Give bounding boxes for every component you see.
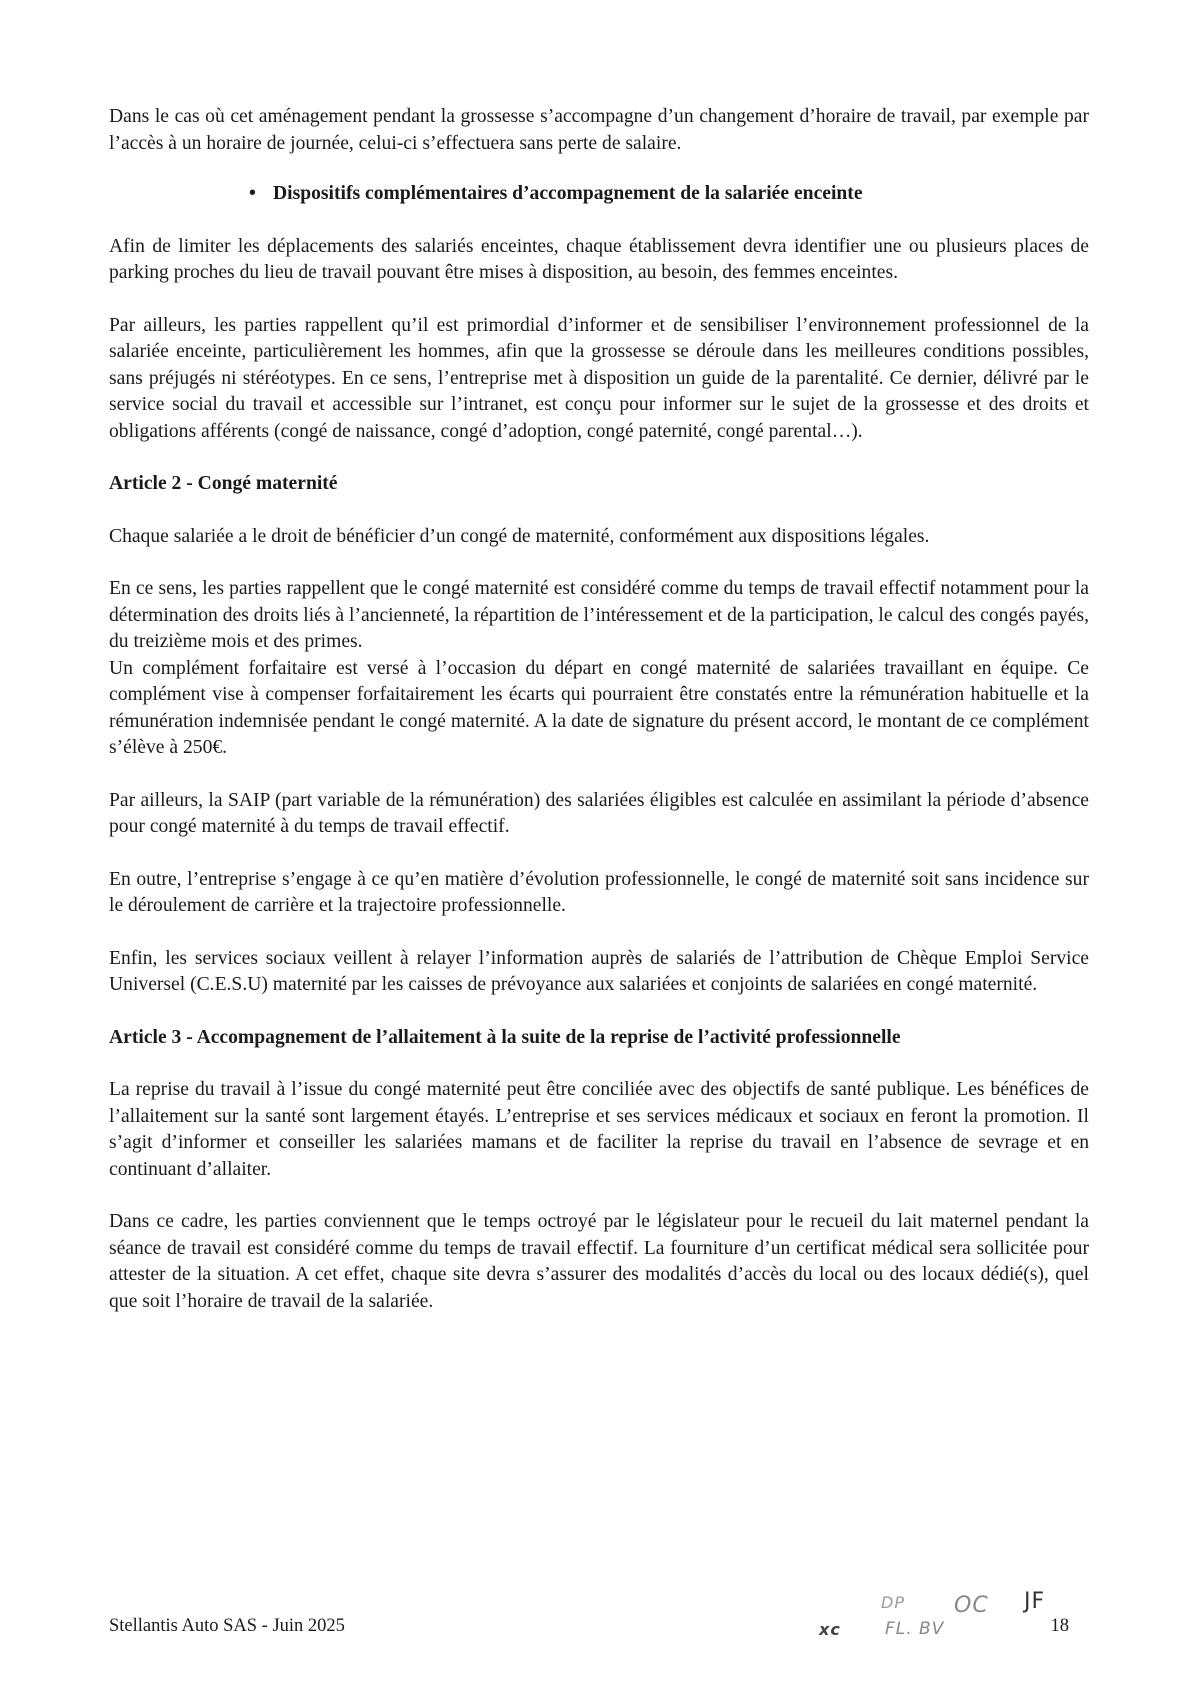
article-3-paragraph-2: Dans ce cadre, les parties conviennent que le temps octroyé par le législateur pour le recueil du lait maternel pendant la séance de travail est considéré comme du temps de travail effectif. La fourniture d’un certificat médical sera sollicitée pour attester de la situation. A cet effet, chaque site devra s’assurer des modalités d’accès du local ou des locaux dédié(s), quel que soit l’horaire de travail de la salariée. — [109, 1211, 1089, 1312]
article-2-paragraph-4: Par ailleurs, la SAIP (part variable de la rémunération) des salariées éligibles est calculée en assimilant la période d’absence pour congé maternité à du temps de travail effectif. — [109, 789, 1089, 837]
handwritten-initials-4: JF — [1024, 1589, 1046, 1614]
handwritten-initials-1: xc — [819, 1620, 841, 1639]
intro-paragraph: Dans le cas où cet aménagement pendant la grossesse s’accompagne d’un changement d’horaire de travail, par exemple par l’accès à un horaire de journée, celui-ci s’effectuera sans perte de salaire. — [109, 106, 1089, 154]
bullet-heading-text: Dispositifs complémentaires d’accompagnement de la salariée enceinte — [273, 183, 863, 204]
dispositifs-paragraph-1: Afin de limiter les déplacements des salariés enceintes, chaque établissement devra identifier une ou plusieurs places de parking proches du lieu de travail pouvant être mises à disposition, au besoin, des femmes enceintes. — [109, 235, 1089, 283]
handwritten-initials-5: FL. BV — [885, 1619, 945, 1639]
article-2-paragraph-6: Enfin, les services sociaux veillent à relayer l’information auprès de salariés de l’attribution de Chèque Emploi Service Universel (C.E.S.U) maternité par les caisses de prévoyance aux salariées et conjoints de salariées en congé maternité. — [109, 947, 1089, 995]
dispositifs-paragraph-2: Par ailleurs, les parties rappellent qu’il est primordial d’informer et de sensibiliser l’environnement professionnel de la salariée enceinte, particulièrement les hommes, afin que la grossesse se déroule dans les meilleures conditions possibles, sans préjugés ni stéréotypes. En ce sens, l’entreprise met à disposition un guide de la parentalité. Ce dernier, délivré par le service social du travail et accessible sur l’intranet, est conçu pour informer sur le sujet de la grossesse et des droits et obligations afférents (congé de naissance, congé d’adoption, congé paternité, congé parental…). — [109, 314, 1089, 442]
article-3-title: Article 3 - Accompagnement de l’allaitement à la suite de la reprise de l’activité professionnelle — [109, 1026, 901, 1048]
bullet-heading — [109, 181, 1089, 208]
footer-company-date: Stellantis Auto SAS - Juin 2025 — [109, 1616, 345, 1636]
document-page — [109, 104, 1089, 1315]
article-3-paragraph-1: La reprise du travail à l’issue du congé maternité peut être conciliée avec des objectifs de santé publique. Les bénéfices de l’allaitement sur la santé sont largement étayés. L’entreprise et ses services médicaux et sociaux en feront la promotion. Il s’agit d’informer et conseiller les salariées mamans et de faciliter la reprise du travail en l’absence de sevrage et en continuant d’allaiter. — [109, 1079, 1089, 1180]
article-2-paragraph-5: En outre, l’entreprise s’engage à ce qu’en matière d’évolution professionnelle, le congé de maternité soit sans incidence sur le déroulement de carrière et la trajectoire professionnelle. — [109, 868, 1089, 916]
article-2-title: Article 2 - Congé maternité — [109, 473, 338, 494]
article-2-paragraph-3: Un complément forfaitaire est versé à l’occasion du départ en congé maternité de salariées travaillant en équipe. Ce complément vise à compenser forfaitairement les écarts qui pourraient être constatés entre la rémunération habituelle et la rémunération indemnisée pendant le congé maternité. A la date de signature du présent accord, le montant de ce complément s’élève à 250€. — [109, 657, 1089, 758]
handwritten-initials-3: OC — [954, 1593, 989, 1618]
handwritten-initials-2: DP — [881, 1593, 905, 1612]
article-2-paragraph-2: En ce sens, les parties rappellent que le congé maternité est considéré comme du temps de travail effectif notamment pour la détermination des droits liés à l’ancienneté, la répartition de l’intéressement et de la participation, le calcul des congés payés, du treizième mois et des primes. — [109, 578, 1089, 652]
page-number: 18 — [1050, 1616, 1069, 1636]
article-2-paragraph-1: Chaque salariée a le droit de bénéficier d’un congé de maternité, conformément aux dispositions légales. — [109, 525, 930, 547]
page-footer — [109, 1589, 1069, 1659]
bullet-dot: • — [249, 183, 256, 204]
